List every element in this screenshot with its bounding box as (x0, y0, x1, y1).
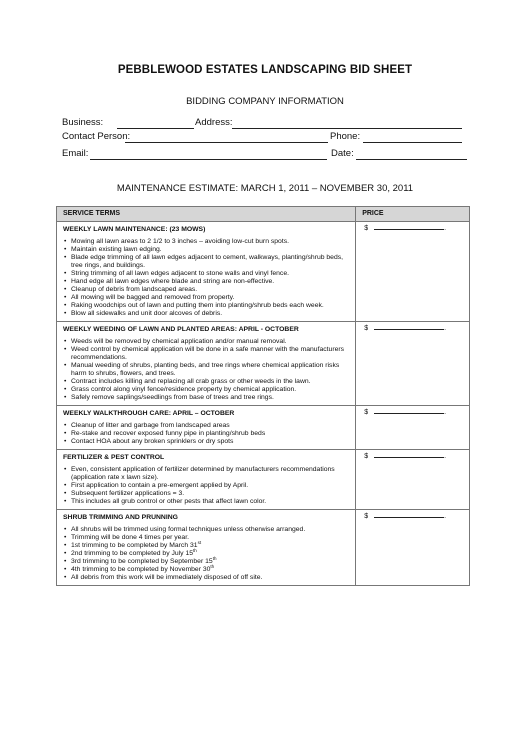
list-item (71, 534, 349, 542)
list-item-text: Manual weeding of shrubs, planting beds, and tree rings where chemical application risks harm to shrubs, flowers, and trees. (71, 362, 340, 377)
list-item (71, 294, 349, 302)
price-header: PRICE (356, 207, 470, 222)
list-item (71, 302, 349, 310)
list-item (71, 542, 349, 550)
list-item-text: First application to contain a pre-emergent applied by April. (71, 482, 249, 489)
service-terms-cell (57, 450, 356, 510)
list-item (71, 346, 349, 362)
section-title: WEEKLY WEEDING OF LAWN AND PLANTED AREAS: APRIL - OCTOBER (63, 326, 299, 333)
contact-person-label: Contact Person: (62, 131, 131, 142)
list-item (71, 278, 349, 286)
price-period: . (444, 409, 447, 416)
contact-person-field[interactable] (125, 131, 328, 143)
service-section-row (57, 222, 470, 322)
price-input-line[interactable] (374, 322, 447, 332)
currency-symbol: $ (364, 453, 369, 460)
price-cell (356, 222, 470, 322)
list-item-text: Blade edge trimming of all lawn edges adjacent to cement, walkways, planting/shrub beds, tree rings, and buildings. (71, 254, 344, 269)
price-cell (356, 406, 470, 450)
list-item (71, 550, 349, 558)
service-terms-header: SERVICE TERMS (57, 207, 356, 222)
ordinal-suffix: st (197, 540, 202, 545)
list-item (71, 438, 349, 446)
list-item (71, 254, 349, 270)
list-item (71, 482, 349, 490)
form-row-email (62, 148, 472, 162)
list-item-text: 4th trimming to be completed by November 30 (71, 566, 211, 573)
list-item-text: 1st trimming to be completed by March 31 (71, 542, 198, 549)
bid-table (56, 206, 470, 586)
business-label: Business: (62, 117, 104, 128)
price-line (364, 222, 463, 233)
date-field[interactable] (356, 148, 467, 160)
list-item-text: 3rd trimming to be completed by September 15 (71, 558, 213, 565)
list-item (71, 310, 349, 318)
phone-field[interactable] (363, 131, 462, 143)
price-input-line[interactable] (374, 510, 447, 520)
service-section-row (57, 322, 470, 406)
table-header-row (57, 207, 470, 222)
list-item-text: Maintain existing lawn edging. (71, 246, 162, 253)
list-item (71, 246, 349, 254)
address-field[interactable] (232, 117, 462, 129)
currency-symbol: $ (364, 225, 369, 232)
address-label: Address: (195, 117, 233, 128)
list-item-text: Raking woodchips out of lawn and putting them into planting/shrub beds each week. (71, 302, 324, 309)
price-line (364, 450, 463, 461)
price-line (364, 322, 463, 333)
service-terms-cell (57, 222, 356, 322)
list-item-text: Grass control along vinyl fence/residence property by chemical application. (71, 386, 297, 393)
service-list (63, 466, 349, 506)
date-label: Date: (331, 148, 354, 159)
list-item (71, 526, 349, 534)
list-item (71, 362, 349, 378)
list-item-text: Weed control by chemical application will be done in a safe manner with the manufacturers recommendations. (71, 346, 345, 361)
list-item-text: Contract includes killing and replacing all crab grass or other weeds in the lawn. (71, 378, 311, 385)
currency-symbol: $ (364, 513, 369, 520)
price-cell (356, 322, 470, 406)
form-row-business (62, 117, 472, 131)
page-title: PEBBLEWOOD ESTATES LANDSCAPING BID SHEET (117, 64, 413, 76)
email-label: Email: (62, 148, 89, 159)
bid-table-body (57, 222, 470, 586)
email-field[interactable] (90, 148, 327, 160)
currency-symbol: $ (364, 325, 369, 332)
price-period: . (444, 513, 447, 520)
section-title: WEEKLY LAWN MAINTENANCE: (23 MOWS) (63, 226, 206, 233)
service-list (63, 526, 349, 582)
list-item-text: Cleanup of debris from landscaped areas. (71, 286, 198, 293)
list-item (71, 378, 349, 386)
price-line (364, 510, 463, 521)
list-item (71, 430, 349, 438)
list-item (71, 498, 349, 506)
price-cell (356, 510, 470, 586)
price-period: . (444, 325, 447, 332)
phone-label: Phone: (330, 131, 361, 142)
section-subtitle: BIDDING COMPANY INFORMATION (186, 96, 344, 107)
list-item-text: Subsequent fertilizer applications = 3. (71, 490, 185, 497)
list-item (71, 466, 349, 482)
service-section-row (57, 510, 470, 586)
service-terms-cell (57, 322, 356, 406)
service-section-row (57, 406, 470, 450)
list-item-text: All mowing will be bagged and removed from property. (71, 294, 235, 301)
price-input-line[interactable] (374, 222, 447, 232)
price-input-line[interactable] (374, 450, 447, 460)
list-item-text: Contact HOA about any broken sprinklers or dry spots (71, 438, 234, 445)
list-item (71, 574, 349, 582)
price-period: . (444, 453, 447, 460)
list-item-text: Hand edge all lawn edges where blade and string are non-effective. (71, 278, 275, 285)
service-list (63, 238, 349, 318)
service-terms-cell (57, 406, 356, 450)
list-item (71, 238, 349, 246)
list-item (71, 386, 349, 394)
price-period: . (444, 225, 447, 232)
business-field[interactable] (117, 117, 194, 129)
list-item-text: All shrubs will be trimmed using formal techniques unless otherwise arranged. (71, 526, 306, 533)
list-item-text: Trimming will be done 4 times per year. (71, 534, 189, 541)
section-title: SHRUB TRIMMING AND PRUNNING (63, 514, 178, 521)
section-title: FERTILIZER & PEST CONTROL (63, 454, 165, 461)
currency-symbol: $ (364, 409, 369, 416)
list-item-text: Mowing all lawn areas to 2 1/2 to 3 inches – avoiding low-cut burn spots. (71, 238, 289, 245)
list-item-text: String trimming of all lawn edges adjacent to stone walls and vinyl fence. (71, 270, 289, 277)
section-title: WEEKLY WALKTHROUGH CARE: APRIL – OCTOBER (63, 410, 235, 417)
price-cell (356, 450, 470, 510)
list-item (71, 338, 349, 346)
price-line (364, 406, 463, 417)
price-input-line[interactable] (374, 406, 447, 416)
service-list (63, 422, 349, 446)
list-item-text: Even, consistent application of fertilizer determined by manufacturers recommendations (application rate x lawn size). (71, 466, 335, 481)
form-row-contact (62, 131, 472, 145)
list-item-text: Safely remove saplings/seedlings from base of trees and tree rings. (71, 394, 274, 401)
list-item (71, 422, 349, 430)
service-list (63, 338, 349, 402)
service-section-row (57, 450, 470, 510)
list-item-text: 2nd trimming to be completed by July 15 (71, 550, 194, 557)
list-item-text: This includes all grub control or other pests that affect lawn color. (71, 498, 267, 505)
list-item (71, 270, 349, 278)
ordinal-suffix: th (212, 556, 217, 561)
list-item (71, 286, 349, 294)
estimate-heading: MAINTENANCE ESTIMATE: MARCH 1, 2011 – NOVEMBER 30, 2011 (116, 183, 414, 194)
ordinal-suffix: th (210, 564, 215, 569)
list-item-text: Cleanup of litter and garbage from landscaped areas (71, 422, 230, 429)
list-item (71, 490, 349, 498)
list-item-text: Weeds will be removed by chemical application and/or manual removal. (71, 338, 287, 345)
list-item-text: All debris from this work will be immediately disposed of off site. (71, 574, 263, 581)
list-item (71, 394, 349, 402)
service-terms-cell (57, 510, 356, 586)
list-item (71, 566, 349, 574)
ordinal-suffix: th (193, 548, 197, 553)
list-item-text: Re-stake and recover exposed funny pipe in planting/shrub beds (71, 430, 266, 437)
list-item-text: Blow all sidewalks and unit door alcoves of debris. (71, 310, 223, 317)
